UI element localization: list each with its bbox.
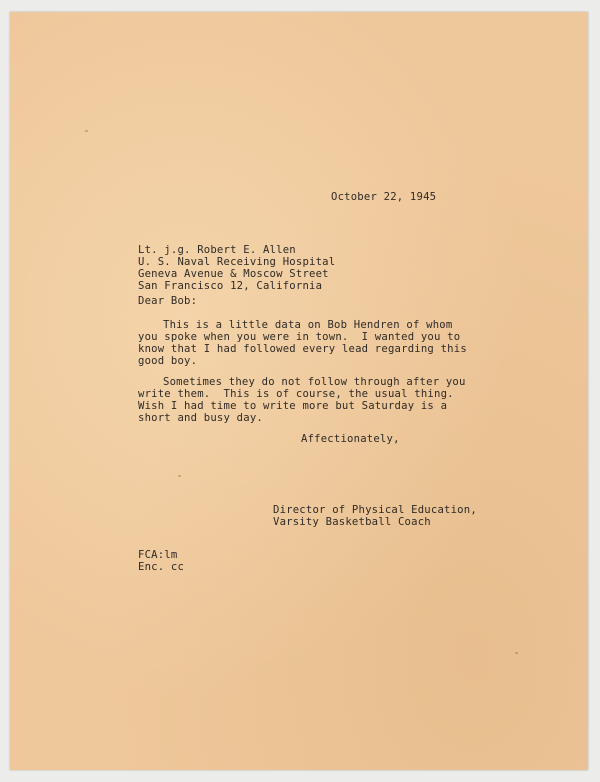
reference-line: Enc. cc bbox=[138, 561, 185, 573]
paragraph-line: good boy. bbox=[138, 355, 198, 367]
reference-line: FCA:lm bbox=[138, 549, 178, 561]
paragraph-line: you spoke when you were in town. I wanted you to bbox=[138, 331, 461, 343]
paragraph-line: write them. This is of course, the usual thing. bbox=[138, 388, 454, 400]
paragraph-line: Sometimes they do not follow through after you bbox=[163, 376, 466, 388]
paper-speck bbox=[178, 475, 181, 477]
signature-block bbox=[273, 504, 477, 528]
recipient-line: Lt. j.g. Robert E. Allen bbox=[138, 244, 296, 256]
reference-initials bbox=[138, 549, 184, 573]
letter-page bbox=[10, 12, 588, 770]
signature-line: Director of Physical Education, bbox=[273, 504, 477, 516]
recipient-line: U. S. Naval Receiving Hospital bbox=[138, 256, 336, 268]
paragraph-line: short and busy day. bbox=[138, 412, 263, 424]
recipient-line: Geneva Avenue & Moscow Street bbox=[138, 268, 329, 280]
recipient-address bbox=[138, 244, 335, 292]
paragraph-2 bbox=[138, 376, 466, 424]
salutation: Dear Bob: bbox=[138, 295, 198, 307]
paragraph-1 bbox=[138, 319, 467, 367]
paragraph-line: Wish I had time to write more but Saturday is a bbox=[138, 400, 448, 412]
paper-speck bbox=[442, 324, 445, 326]
closing: Affectionately, bbox=[301, 433, 400, 445]
letter-date: October 22, 1945 bbox=[331, 191, 437, 203]
paragraph-line: know that I had followed every lead regarding this bbox=[138, 343, 467, 355]
recipient-line: San Francisco 12, California bbox=[138, 280, 323, 292]
signature-line: Varsity Basketball Coach bbox=[273, 516, 431, 528]
paragraph-line: This is a little data on Bob Hendren of whom bbox=[163, 319, 453, 331]
paper-speck bbox=[85, 130, 88, 132]
paper-speck bbox=[515, 652, 518, 654]
